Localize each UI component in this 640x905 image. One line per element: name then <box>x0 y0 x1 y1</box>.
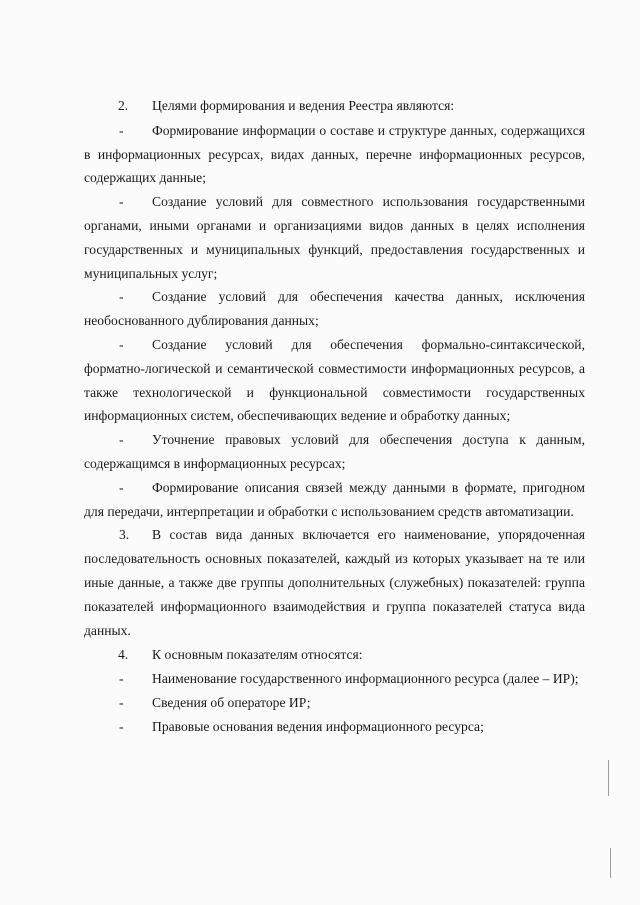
bullet-text: Создание условий для обеспечения качества данных, исключения необоснованного дублирования данных; <box>84 289 585 329</box>
section-number: 2. <box>118 98 129 113</box>
scan-edge-mark <box>608 760 609 796</box>
section-text: В состав вида данных включается его наименование, упорядоченная последовательность основных показателей, каждый из которых указывает на те или иные данные, а также две группы дополнительных (служебных) показателей: группа показателей информационного взаимодействия и группа показателей статуса вида данных. <box>84 527 585 638</box>
bullet-item <box>84 333 585 428</box>
section-2-heading <box>84 94 585 118</box>
section-text: Целями формирования и ведения Реестра являются: <box>152 98 455 113</box>
bullet-item <box>84 667 585 691</box>
bullet-text: Создание условий для совместного использования государственными органами, иными органами и организациями видов данных в целях исполнения государственных и муниципальных функций, предоставления государственных и муниципальных услуг; <box>84 194 585 281</box>
bullet-item <box>84 428 585 476</box>
section-3-paragraph <box>84 523 585 642</box>
bullet-dash: - <box>119 194 124 210</box>
document-body <box>84 94 585 739</box>
bullet-dash: - <box>119 122 124 138</box>
bullet-text: Правовые основания ведения информационного ресурса; <box>152 718 484 734</box>
section-number: 3. <box>119 527 130 543</box>
bullet-dash: - <box>119 289 124 305</box>
scan-edge-mark <box>610 848 611 878</box>
bullet-item <box>84 190 585 285</box>
section-number: 4. <box>118 647 129 663</box>
bullet-dash: - <box>119 479 124 495</box>
bullet-dash: - <box>119 432 124 448</box>
bullet-item <box>84 691 585 715</box>
bullet-dash: - <box>119 336 124 352</box>
bullet-dash: - <box>119 718 124 734</box>
bullet-dash: - <box>119 671 124 687</box>
bullet-text: Создание условий для обеспечения формально-синтаксической, форматно-логической и семантической совместимости информационных ресурсов, а также технологической и функциональной совместимости государственных информационных систем, обеспечивающих ведение и обработку данных; <box>84 336 585 424</box>
bullet-item <box>84 119 585 190</box>
bullet-text: Формирование описания связей между данными в формате, пригодном для передачи, интерпретации и обработки с использованием средств автоматизации. <box>84 479 585 519</box>
bullet-dash: - <box>119 694 124 710</box>
bullet-item <box>84 476 585 524</box>
bullet-item <box>84 715 585 739</box>
bullet-text: Уточнение правовых условий для обеспечения доступа к данным, содержащимся в информационных ресурсах; <box>84 432 585 471</box>
bullet-text: Наименование государственного информационного ресурса (далее – ИР); <box>152 671 579 687</box>
bullet-item <box>84 285 585 333</box>
section-4-heading <box>84 643 585 667</box>
bullet-text: Формирование информации о составе и структуре данных, содержащихся в информационных ресурсах, видах данных, перечне информационных ресурсов, содержащих данные; <box>84 122 585 186</box>
section-text: К основным показателям относятся: <box>152 647 363 663</box>
bullet-text: Сведения об операторе ИР; <box>152 694 311 710</box>
